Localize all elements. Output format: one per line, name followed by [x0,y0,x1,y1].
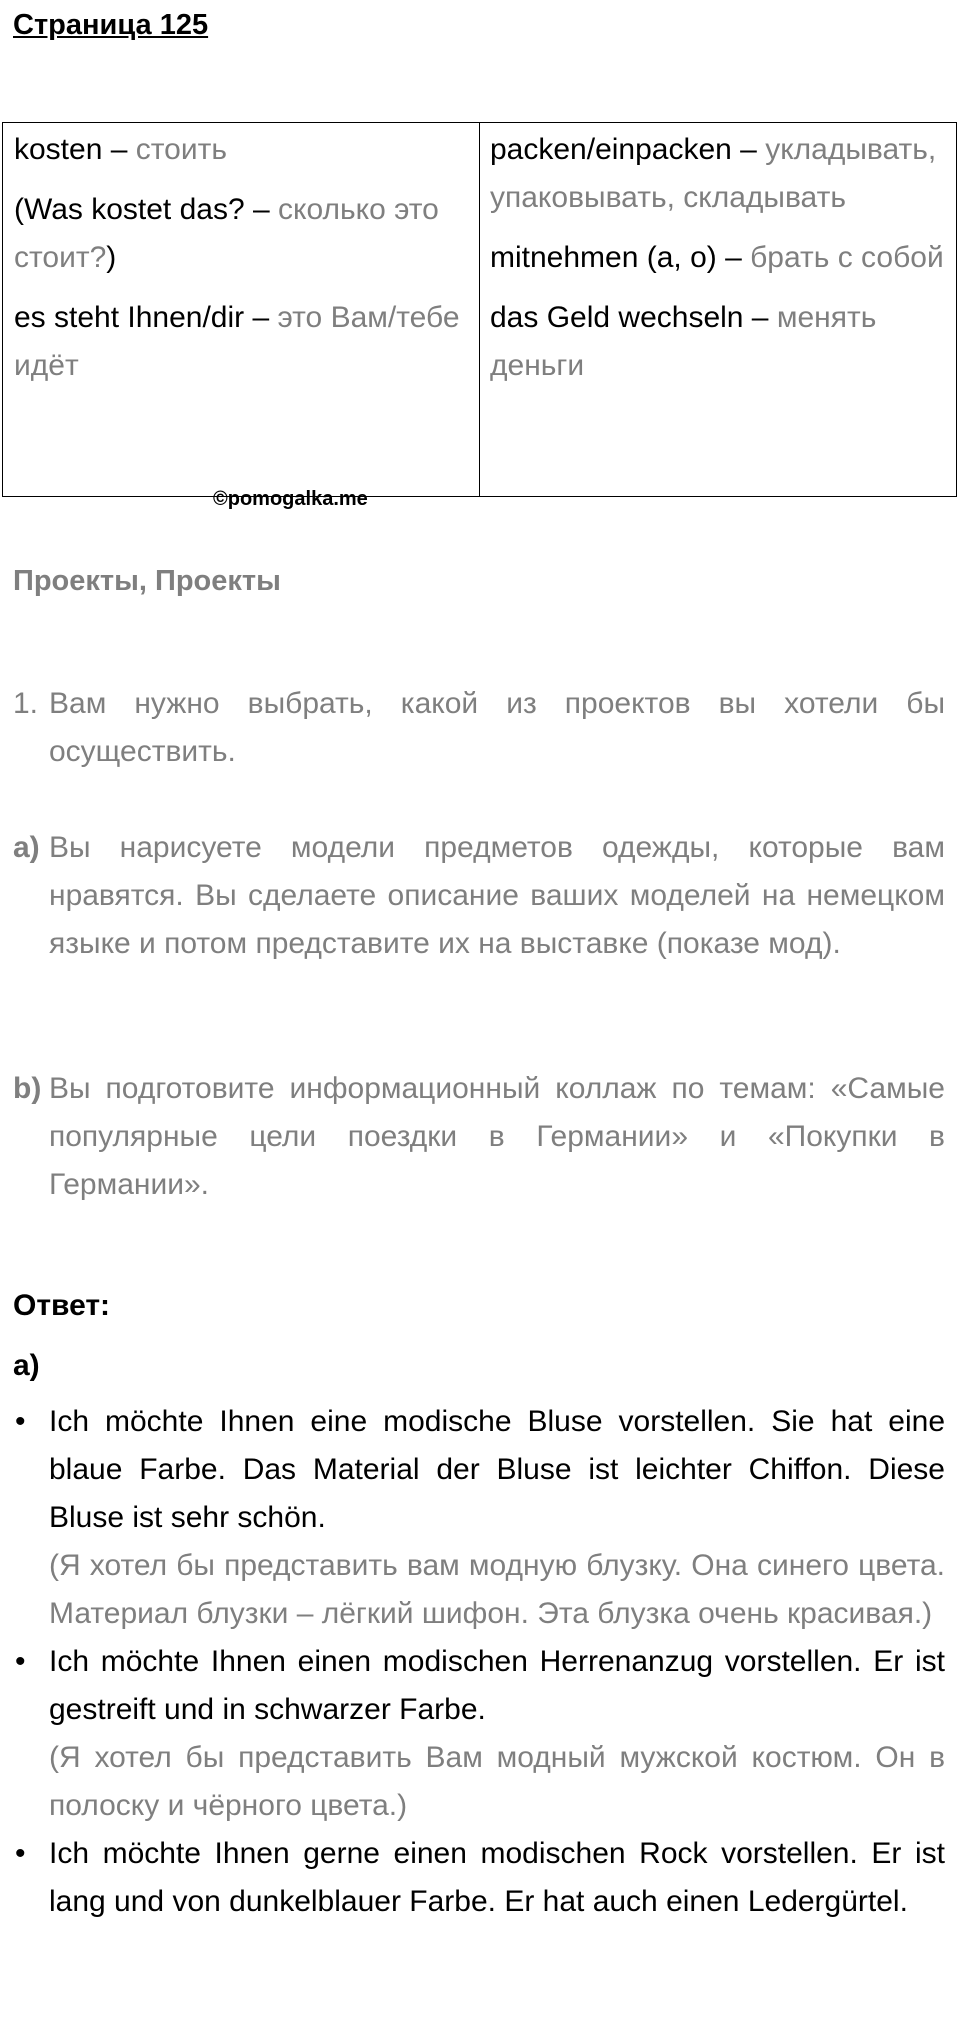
vocab-term: es steht Ihnen/dir – [14,301,278,334]
vocab-entry [490,294,946,390]
vocab-term-tail: ) [106,241,117,274]
answer-german-text: Ich möchte Ihnen gerne einen modischen Rock vorstellen. Er ist lang und von dunkelblauer Farbe. Er hat auch einen Ledergürtel. [49,1837,945,1918]
answer-list [13,1398,945,1926]
vocabulary-column-left [3,123,480,496]
vocabulary-column-right [480,123,956,496]
answer-german-text: Ich möchte Ihnen eine modische Bluse vorstellen. Sie hat eine blaue Farbe. Das Material der Bluse ist leichter Chiffon. Diese Bluse ist sehr schön. [49,1405,945,1534]
vocab-term: mitnehmen (a, o) – [490,241,751,274]
vocab-entry [490,234,946,282]
answer-label: Ответ: [13,1289,111,1322]
section-heading: Проекты, Проекты [13,565,281,597]
answer-sub-label: а) [13,1349,40,1382]
task-item [13,680,945,776]
task-text: Вы подготовите информационный коллаж по темам: «Самые популярные цели поездки в Германии» и «Покупки в Германии». [49,1072,945,1201]
page-title: Страница 125 [13,9,209,41]
answer-russian-text: (Я хотел бы представить вам модную блузку. Она синего цвета. Материал блузки – лёгкий шифон. Эта блузка очень красивая.) [49,1549,945,1630]
watermark: ©pomogalka.me [213,488,368,510]
vocab-translation: сколько это стоит? [14,193,439,274]
answer-german-text: Ich möchte Ihnen einen modischen Herrenanzug vorstellen. Er ist gestreift und in schwarzer Farbe. [49,1645,945,1726]
vocab-entry [14,126,469,174]
vocab-translation: менять деньги [490,301,877,382]
answer-item [13,1830,945,1926]
vocab-term: das Geld wechseln – [490,301,777,334]
vocab-entry [14,186,469,282]
task-marker: b) [13,1072,42,1105]
vocab-term: (Was kostet das? – [14,193,278,226]
bullet-icon: • [15,1837,26,1870]
vocab-translation: стоить [135,133,227,166]
answer-item [13,1638,945,1830]
task-text: Вам нужно выбрать, какой из проектов вы хотели бы осуществить. [49,687,945,768]
bullet-icon: • [15,1405,26,1438]
task-text: Вы нарисуете модели предметов одежды, которые вам нравятся. Вы сделаете описание ваших моделей на немецком языке и потом представите их на выставке (показе мод). [49,831,945,960]
vocab-entry [490,126,946,222]
vocab-translation: укладывать, упаковывать, складывать [490,133,937,214]
vocabulary-table [2,122,957,497]
bullet-icon: • [15,1645,26,1678]
answer-item [13,1398,945,1638]
vocab-translation: брать с собой [750,241,944,274]
task-item [13,824,945,968]
vocab-entry [14,294,469,390]
vocab-translation: это Вам/тебе идёт [14,301,460,382]
vocab-term: kosten – [14,133,136,166]
answer-russian-text: (Я хотел бы представить Вам модный мужской костюм. Он в полоску и чёрного цвета.) [49,1741,945,1822]
task-marker: a) [13,831,40,864]
task-marker: 1. [13,687,39,720]
task-item [13,1065,945,1209]
vocab-term: packen/einpacken – [490,133,766,166]
